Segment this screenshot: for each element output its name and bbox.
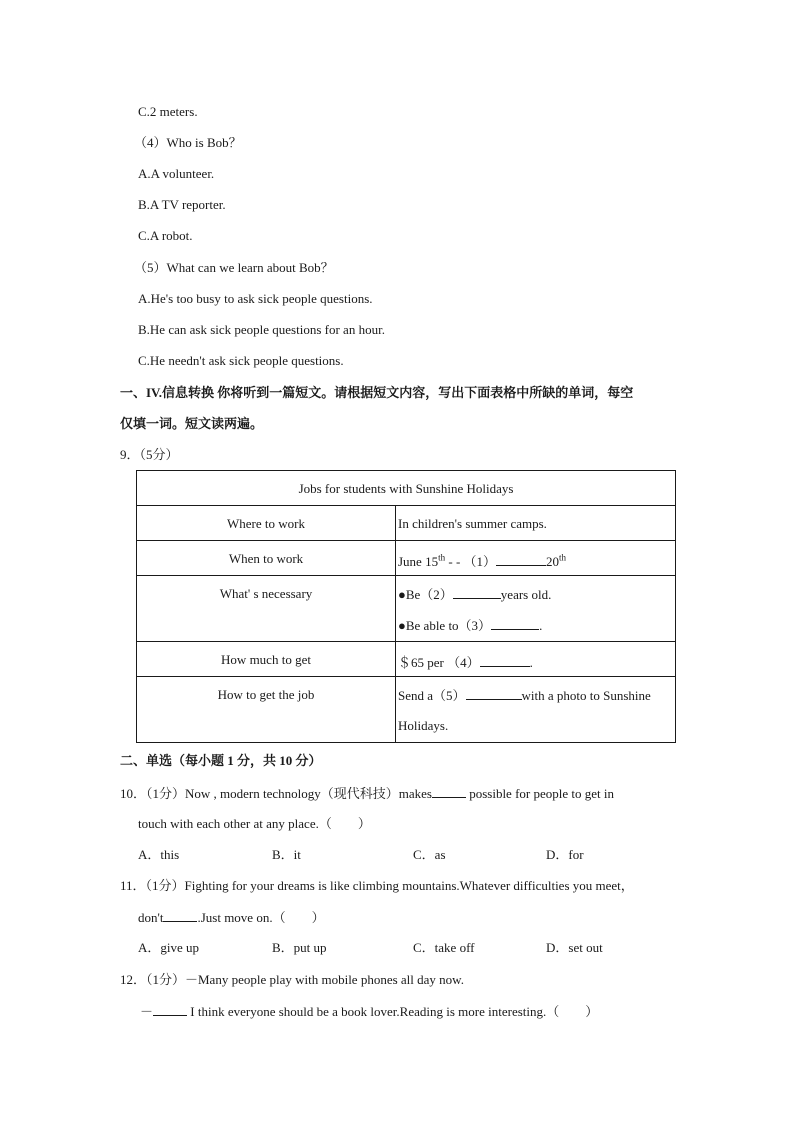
where-label: Where to work xyxy=(137,506,396,541)
section-two-heading: 二、单选（每小题 1 分，共 10 分） xyxy=(120,753,322,768)
when-suffix: 20 xyxy=(546,554,560,569)
q12-line1: 12．（1分）－Many people play with mobile phones all day now. xyxy=(120,972,464,987)
q11-option-b[interactable]: B．put up xyxy=(272,940,327,955)
when-mid: - - （1） xyxy=(445,554,497,569)
q12-line2-prefix: － xyxy=(140,1004,154,1019)
when-sup-2: th xyxy=(559,552,567,563)
necessary-line1-suffix: years old. xyxy=(500,587,552,602)
q10-line1 xyxy=(120,785,614,802)
q5-option-a: A.He's too busy to ask sick people questions. xyxy=(138,291,373,306)
q11-option-a[interactable]: A．give up xyxy=(138,940,200,955)
q11-line2 xyxy=(138,909,325,926)
much-value xyxy=(396,642,676,677)
necessary-line2-prefix: ●Be able to（3） xyxy=(398,618,492,633)
much-label: How much to get xyxy=(137,642,396,677)
where-value: In children's summer camps. xyxy=(396,506,676,541)
when-label: When to work xyxy=(137,541,396,576)
q11-option-d[interactable]: D．set out xyxy=(546,940,603,955)
q10-option-d[interactable]: D．for xyxy=(546,847,584,862)
q3-option-c: C.2 meters. xyxy=(138,104,198,119)
much-prefix: ＄65 per （4） xyxy=(398,655,480,670)
q11-line2-prefix: don't xyxy=(138,910,164,925)
much-suffix: . xyxy=(529,655,533,670)
q12-line2-suffix: I think everyone should be a book lover.Reading is more interesting.（ ） xyxy=(187,1004,599,1019)
q11-blank[interactable] xyxy=(163,909,197,922)
q11-option-c[interactable]: C．take off xyxy=(413,940,475,955)
blank-1[interactable] xyxy=(496,553,546,566)
q10-line1-prefix: 10．（1分）Now , modern technology（现代科技）makes xyxy=(120,786,432,801)
how-label: How to get the job xyxy=(137,677,396,743)
q10-option-c[interactable]: C．as xyxy=(413,847,446,862)
q4-option-c: C.A robot. xyxy=(138,228,193,243)
q4-option-a: A.A volunteer. xyxy=(138,166,215,181)
q10-line1-suffix: possible for people to get in xyxy=(465,786,614,801)
when-sup-1: th xyxy=(438,552,446,563)
q5-option-b: B.He can ask sick people questions for an hour. xyxy=(138,322,385,337)
q10-blank[interactable] xyxy=(432,785,466,798)
blank-4[interactable] xyxy=(480,654,530,667)
q9-label: 9．（5分） xyxy=(120,447,179,462)
q11-line1: 11．（1分）Fighting for your dreams is like climbing mountains.Whatever difficulties you meet， xyxy=(120,878,634,893)
necessary-label: What' s necessary xyxy=(137,576,396,642)
q10-option-a[interactable]: A．this xyxy=(138,847,180,862)
q10-option-b[interactable]: B．it xyxy=(272,847,301,862)
q11-line2-suffix: .Just move on.（ ） xyxy=(197,910,325,925)
necessary-line2-suffix: . xyxy=(539,618,543,633)
how-line2: Holidays. xyxy=(398,718,449,733)
section-iv-heading-line1: 一、IV.信息转换 你将听到一篇短文。请根据短文内容，写出下面表格中所缺的单词，每空 xyxy=(120,385,634,400)
jobs-table-title: Jobs for students with Sunshine Holidays xyxy=(137,471,676,506)
blank-2[interactable] xyxy=(453,586,501,599)
how-line1-prefix: Send a（5） xyxy=(398,688,466,703)
how-value xyxy=(396,677,676,743)
q12-blank[interactable] xyxy=(153,1003,187,1016)
section-iv-heading-line2: 仅填一词。短文读两遍。 xyxy=(120,416,264,431)
blank-5[interactable] xyxy=(466,687,522,700)
how-line1-suffix: with a photo to Sunshine xyxy=(521,688,651,703)
blank-3[interactable] xyxy=(491,617,539,630)
q5-option-c: C.He needn't ask sick people questions. xyxy=(138,353,344,368)
q12-line2 xyxy=(140,1003,598,1020)
when-value xyxy=(396,541,676,576)
when-prefix: June 15 xyxy=(398,554,439,569)
necessary-line1-prefix: ●Be（2） xyxy=(398,587,453,602)
q4-stem: （4）Who is Bob？ xyxy=(134,135,242,150)
q4-option-b: B.A TV reporter. xyxy=(138,197,226,212)
necessary-value xyxy=(396,576,676,642)
jobs-table xyxy=(136,470,676,743)
q10-line2: touch with each other at any place.（ ） xyxy=(138,816,371,831)
q5-stem: （5）What can we learn about Bob？ xyxy=(134,260,334,275)
